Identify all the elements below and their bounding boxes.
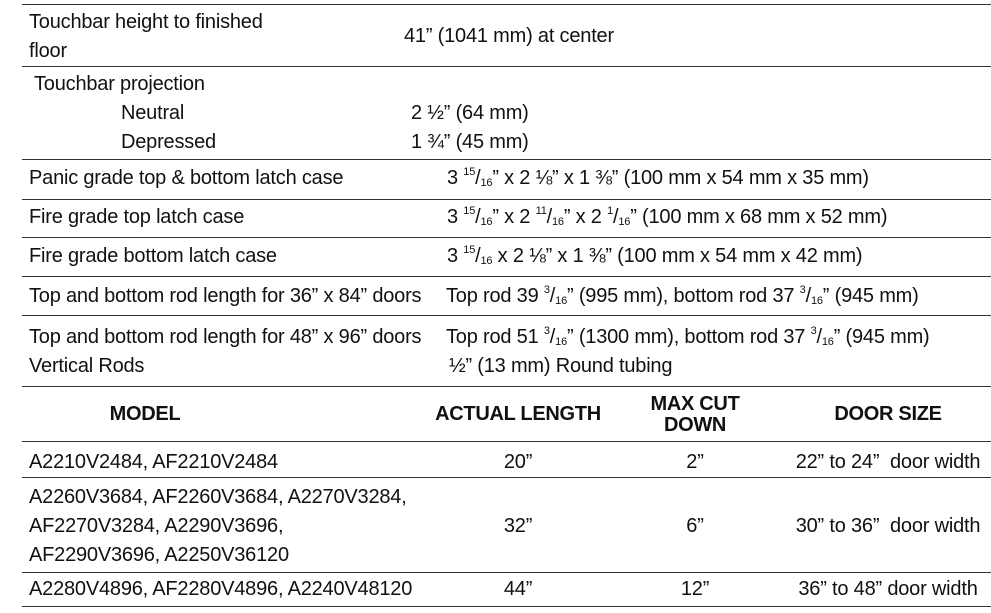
- touchbar-height-label: Touchbar height to finished floor: [29, 11, 263, 62]
- table-row-door-size: 36” to 48” door width: [798, 578, 978, 600]
- table-row-max-cut: 2”: [686, 451, 704, 473]
- row-divider: [22, 276, 991, 277]
- table-row-actual-length: 44”: [503, 578, 533, 600]
- panic-latch-label: Panic grade top & bottom latch case: [29, 167, 344, 189]
- row-divider: [22, 237, 991, 238]
- table-row-max-cut: 12”: [680, 578, 710, 600]
- table-row-rule: [22, 477, 991, 478]
- fire-bottom-latch-label: Fire grade bottom latch case: [29, 245, 277, 267]
- vertical-rods-label: Vertical Rods: [29, 355, 145, 377]
- fire-top-latch-value: 3 $^{15}/_{16}$” x 2 $^{11}/_{16}$” x 2 $^1/_{16}$” (100 mm x 68 mm x 52 mm): [447, 205, 888, 228]
- header-door-size: DOOR SIZE: [834, 403, 942, 425]
- touchbar-projection-label: Touchbar projection: [34, 73, 205, 95]
- row-divider: [22, 386, 991, 387]
- table-row-model: A2280V4896, AF2280V4896, A2240V48120: [29, 578, 413, 600]
- rod-48-value: Top rod 51 $^3/_{16}$” (1300 mm), bottom rod 37 $^3/_{16}$” (945 mm): [446, 325, 930, 348]
- table-row-model: A2210V2484, AF2210V2484: [29, 451, 278, 473]
- top-rule: [22, 4, 991, 5]
- table-row-actual-length: 32”: [503, 515, 533, 537]
- row-divider: [22, 199, 991, 200]
- panic-latch-value: 3 $^{15}/_{16}$” x 2 ⅛” x 1 ⅜” (100 mm x 54 mm x 35 mm): [447, 166, 869, 189]
- rod-36-value: Top rod 39 $^3/_{16}$” (995 mm), bottom rod 37 $^3/_{16}$” (945 mm): [446, 284, 919, 307]
- table-row-rule: [22, 572, 991, 573]
- header-max-cut-down: MAX CUT DOWN: [650, 393, 740, 436]
- bottom-rule: [22, 606, 991, 607]
- fire-bottom-latch-value: 3 $^{15}/_{16}$ x 2 ⅛” x 1 ⅜” (100 mm x 54 mm x 42 mm): [447, 244, 863, 267]
- table-header-rule: [22, 441, 991, 442]
- neutral-value: 2 ½” (64 mm): [411, 102, 529, 124]
- fire-top-latch-label: Fire grade top latch case: [29, 206, 245, 228]
- depressed-value: 1 ¾” (45 mm): [411, 131, 529, 153]
- vertical-rods-value: ½” (13 mm) Round tubing: [449, 355, 673, 377]
- header-actual-length: ACTUAL LENGTH: [435, 403, 601, 425]
- table-row-door-size: 22” to 24” door width: [795, 451, 981, 473]
- table-row-actual-length: 20”: [503, 451, 533, 473]
- rod-48-label: Top and bottom rod length for 48” x 96” doors: [29, 326, 422, 348]
- depressed-label: Depressed: [121, 131, 216, 153]
- row-divider: [22, 159, 991, 160]
- table-row-door-size: 30” to 36” door width: [795, 515, 981, 537]
- row-divider: [22, 66, 991, 67]
- row-divider: [22, 315, 991, 316]
- table-row-max-cut: 6”: [686, 515, 704, 537]
- touchbar-height-value: 41” (1041 mm) at center: [404, 25, 614, 47]
- neutral-label: Neutral: [121, 102, 185, 124]
- table-row-model: A2260V3684, AF2260V3684, A2270V3284, AF2270V3284, A2290V3696, AF2290V3696, A2250V36120: [29, 486, 407, 566]
- header-model: MODEL: [109, 403, 181, 425]
- rod-36-label: Top and bottom rod length for 36” x 84” doors: [29, 285, 422, 307]
